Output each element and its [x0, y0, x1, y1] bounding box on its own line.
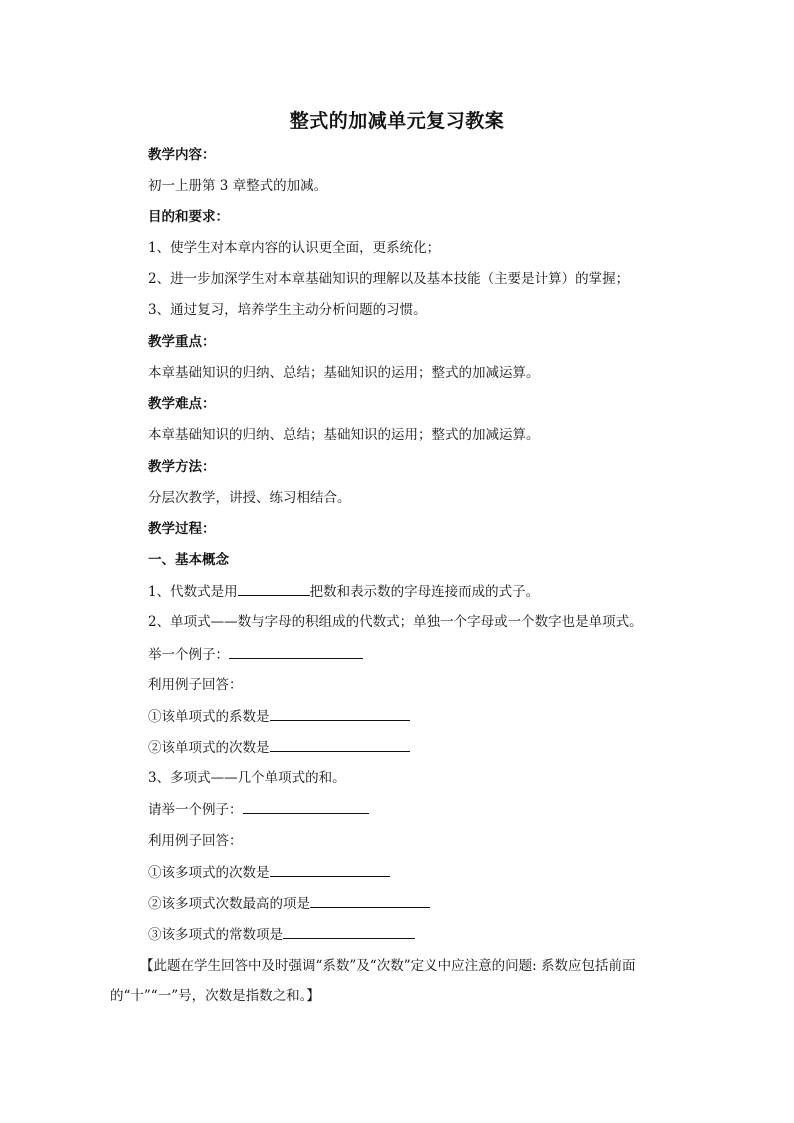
teacher-note: 【此题在学生回答中及时强调“系数”及“次数”定义中应注意的问题: 系数应包括前面的“十”“一”号，次数是指数之和。】 [110, 958, 636, 1004]
fill-blank-6[interactable] [270, 863, 390, 877]
concept-3-answer-label: 利用例子回答： [148, 833, 243, 849]
difficult-heading: 教学难点： [148, 396, 216, 412]
concept-2-q2 [148, 738, 410, 757]
concept-3-q3-label: ③该多项式的常数项是 [148, 927, 283, 943]
concept-3-q1-label: ①该多项式的次数是 [148, 865, 270, 881]
fill-blank-5[interactable] [243, 800, 369, 814]
goal-2: 2、进一步加深学生对本章基础知识的理解以及基本技能（主要是计算）的掌握； [148, 271, 630, 287]
content-heading: 教学内容： [148, 147, 216, 163]
concept-3-example-label: 请举一个例子： [148, 802, 243, 818]
concept-2: 2、单项式——数与字母的积组成的代数式；单独一个字母或一个数字也是单项式。 [148, 614, 643, 630]
fill-blank-7[interactable] [310, 894, 430, 908]
goal-3: 3、通过复习，培养学生主动分析问题的习惯。 [148, 302, 427, 318]
content-text: 初一上册第 3 章整式的加减。 [148, 178, 328, 194]
process-heading: 教学过程： [148, 521, 216, 537]
concept-3-example [148, 800, 369, 819]
goal-1: 1、使学生对本章内容的认识更全面，更系统化； [148, 240, 441, 256]
concept-3-q1 [148, 863, 390, 882]
concept-2-example-label: 举一个例子： [148, 647, 229, 663]
fill-blank-3[interactable] [270, 707, 410, 721]
fill-blank-2[interactable] [229, 645, 363, 659]
concept-2-q2-label: ②该单项式的次数是 [148, 740, 270, 756]
concept-1 [148, 582, 539, 601]
concept-2-answer-label: 利用例子回答： [148, 677, 243, 693]
concept-2-example [148, 645, 363, 664]
concept-3-q2-label: ②该多项式次数最高的项是 [148, 896, 310, 912]
fill-blank-4[interactable] [270, 738, 410, 752]
concept-2-q1-label: ①该单项式的系数是 [148, 709, 270, 725]
page-title: 整式的加减单元复习教案 [289, 110, 505, 132]
method-text: 分层次教学，讲授、练习相结合。 [148, 490, 351, 506]
key-text: 本章基础知识的归纳、总结；基础知识的运用；整式的加减运算。 [148, 365, 540, 381]
concept-3: 3、多项式——几个单项式的和。 [148, 770, 346, 786]
fill-blank-8[interactable] [283, 925, 415, 939]
concept-1-suffix: 把数和表示数的字母连接而成的式子。 [309, 584, 540, 600]
concept-1-prefix: 1、代数式是用 [148, 584, 238, 600]
goals-heading: 目的和要求： [148, 209, 229, 225]
part1-heading: 一、基本概念 [148, 552, 229, 568]
difficult-text: 本章基础知识的归纳、总结；基础知识的运用；整式的加减运算。 [148, 427, 540, 443]
key-heading: 教学重点： [148, 334, 216, 350]
concept-2-q1 [148, 707, 410, 726]
concept-3-q2 [148, 894, 430, 913]
concept-3-q3 [148, 925, 415, 944]
fill-blank-1[interactable] [238, 582, 310, 596]
method-heading: 教学方法： [148, 459, 216, 475]
